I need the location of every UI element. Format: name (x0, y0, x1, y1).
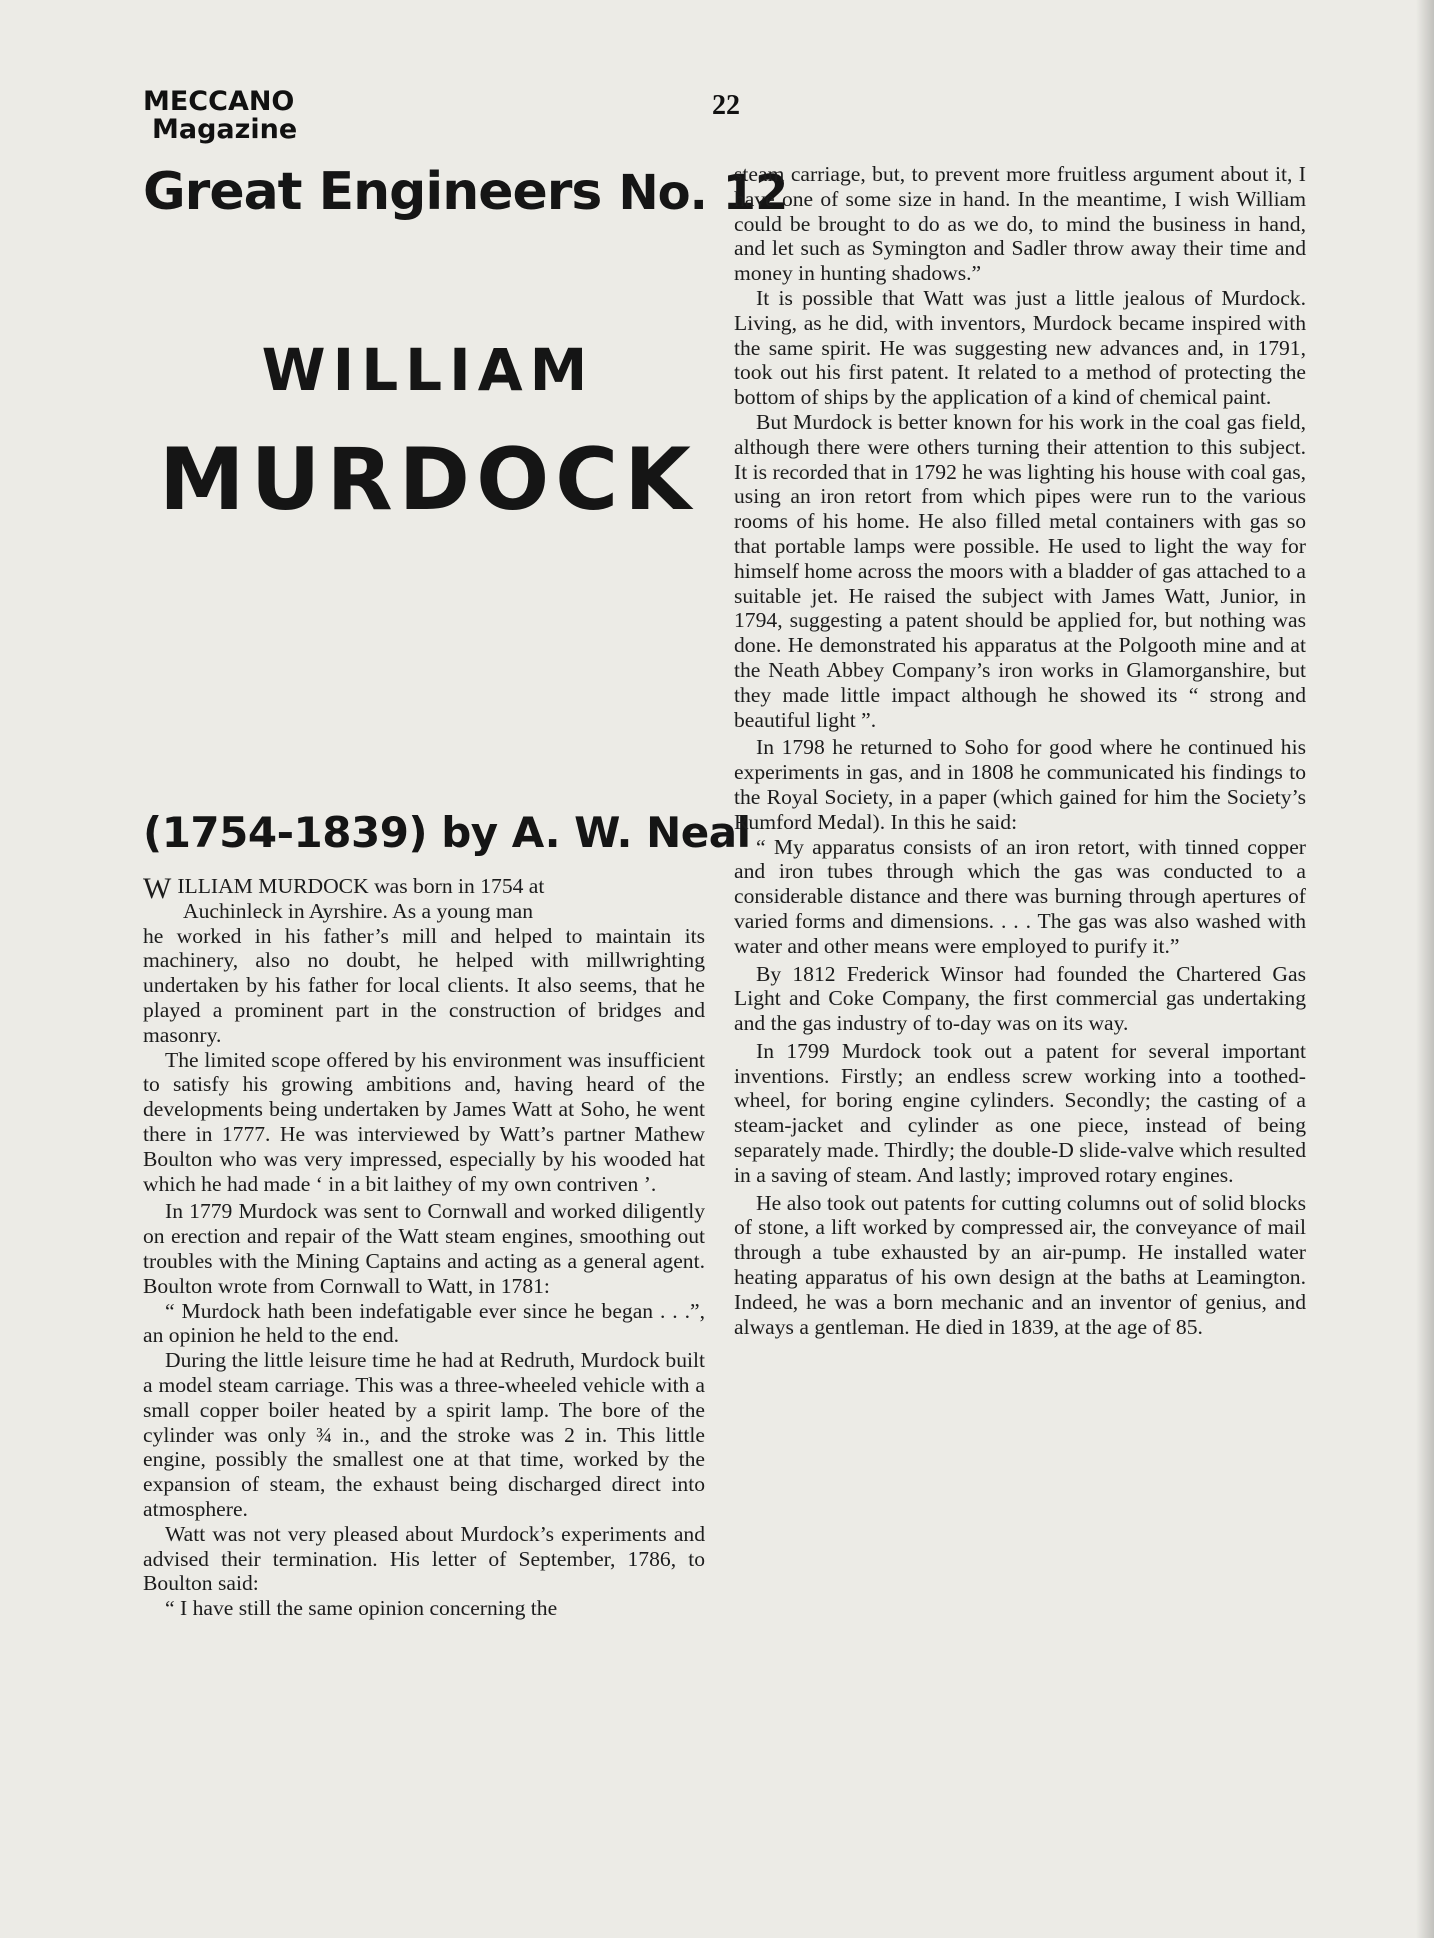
drop-cap: W (143, 872, 172, 905)
lead-paragraph (143, 874, 705, 1048)
paragraph: During the little leisure time he had at Redruth, Murdock built a model steam carriage. This was a three-wheeled vehicle with a small copper boiler heated by a spirit lamp. The bore of the cylinder was only ¾ in., and the stroke was 2 in. This little engine, possibly the smallest one at that time, worked by the expansion of steam, the exhaust being discharged direct into atmosphere. (143, 1348, 705, 1521)
series-title-text: Great Engineers (143, 162, 619, 222)
paragraph: In 1799 Murdock took out a patent for several important inventions. Firstly; an endless screw working into a toothed-wheel, for boring engine cylinders. Secondly; the casting of a steam-jacket and cylinder as one piece, instead of being separately made. Thirdly; the double-D slide-valve which resulted in a saving of steam. And lastly; improved rotary engines. (734, 1038, 1306, 1187)
quote-paragraph: “ I have still the same opinion concerning the (165, 1596, 558, 1621)
article-left-column (143, 874, 705, 1621)
masthead-subtitle: Magazine (152, 114, 298, 145)
paragraph: The limited scope offered by his environment was insufficient to satisfy his growing ambitions and, having heard of the developments being undertaken by James Watt at Soho, he went there in 1777. He was interviewed by Watt’s partner Mathew Boulton who was very impressed, especially by his wooded hat which he had made ‘ in a bit laithey of my own contriven ’. (143, 1047, 705, 1196)
paragraph: In 1779 Murdock was sent to Cornwall and worked diligently on erection and repair of the Watt steam engines, smoothing out troubles with the Mining Captains and acting as a general agent. Boulton wrote from Cornwall to Watt, in 1781: (143, 1199, 705, 1298)
paragraph: But Murdock is better known for his work in the coal gas field, although there were others turning their attention to this subject. It is recorded that in 1792 he was lighting his house with coal gas, using an iron retort from which pipes were run to the various rooms of his home. He also filled metal containers with gas so that portable lamps were possible. He used to light the way for himself home across the moors with a bladder of gas attached to a suitable jet. He raised the subject with James Watt, Junior, in 1794, suggesting a patent should be applied for, but nothing was done. He demonstrated his apparatus at the Polgooth mine and at the Neath Abbey Company’s iron works in Glamorganshire, but they made little impact although he showed its “ strong and beautiful light ”. (734, 409, 1306, 732)
masthead (143, 88, 297, 144)
paragraph: He also took out patents for cutting columns out of solid blocks of stone, a lift worked by compressed air, the conveyance of mail through a tube exhausted by an air-pump. He installed water heating apparatus of his own design at the baths at Leamington. Indeed, he was a born mechanic and an inventor of genius, and always a gentleman. He died in 1839, at the age of 85. (734, 1190, 1306, 1339)
paragraph: In 1798 he returned to Soho for good where he continued his experiments in gas, and in 1808 he communicated his findings to the Royal Society, in a paper (which gained for him the Society’s Rumford Medal). In this he said: (734, 735, 1306, 834)
article-right-column (734, 162, 1306, 1339)
paragraph: By 1812 Frederick Winsor had founded the Chartered Gas Light and Coke Company, the first commercial gas undertaking and the gas industry of to-day was on its way. (734, 961, 1306, 1036)
subject-last-name: MURDOCK (159, 430, 697, 530)
byline: (1754-1839) by A. W. Neal (143, 808, 751, 857)
quote-paragraph: “ Murdock hath been indefatigable ever since he began . . .”, an opinion he held to the end. (143, 1298, 705, 1348)
page-number: 22 (712, 90, 740, 121)
subject-first-name: WILLIAM (261, 336, 595, 404)
page-edge-shadow (1416, 0, 1434, 1938)
series-title (143, 162, 788, 222)
lead-second-line: Auchinleck in Ayrshire. As a young man (183, 898, 534, 923)
series-number: No. 12 (618, 165, 788, 221)
quote-continuation: steam carriage, but, to prevent more fruitless argument about it, I have one of some size in hand. In the meantime, I wish William could be brought to do as we do, to mind the business in hand, and let such as Symington and Sadler throw away their time and money in hunting shadows.” (734, 162, 1306, 286)
paragraph: It is possible that Watt was just a little jealous of Murdock. Living, as he did, with inventors, Murdock became inspired with the same spirit. He was suggesting new advances and, in 1791, took out his first patent. It related to a method of protecting the bottom of ships by the application of a kind of chemical paint. (734, 285, 1306, 410)
lead-continuation: he worked in his father’s mill and helped to maintain its machinery, also no doubt, he helped with millwrighting undertaken by his father for local clients. It also seems, that he played a prominent part in the construction of bridges and masonry. (143, 923, 705, 1047)
paragraph: Watt was not very pleased about Murdock’s experiments and advised their termination. His letter of September, 1786, to Boulton said: (143, 1521, 705, 1596)
quote-paragraph: “ My apparatus consists of an iron retort, with tinned copper and iron tubes through which the gas was conducted to a considerable distance and there was burning through apertures of varied forms and dimensions. . . . The gas was also washed with water and other means were employed to purify it.” (734, 834, 1306, 958)
masthead-title: MECCANO (143, 86, 295, 117)
lead-first-line: ILLIAM MURDOCK was born in 1754 at (177, 874, 545, 898)
